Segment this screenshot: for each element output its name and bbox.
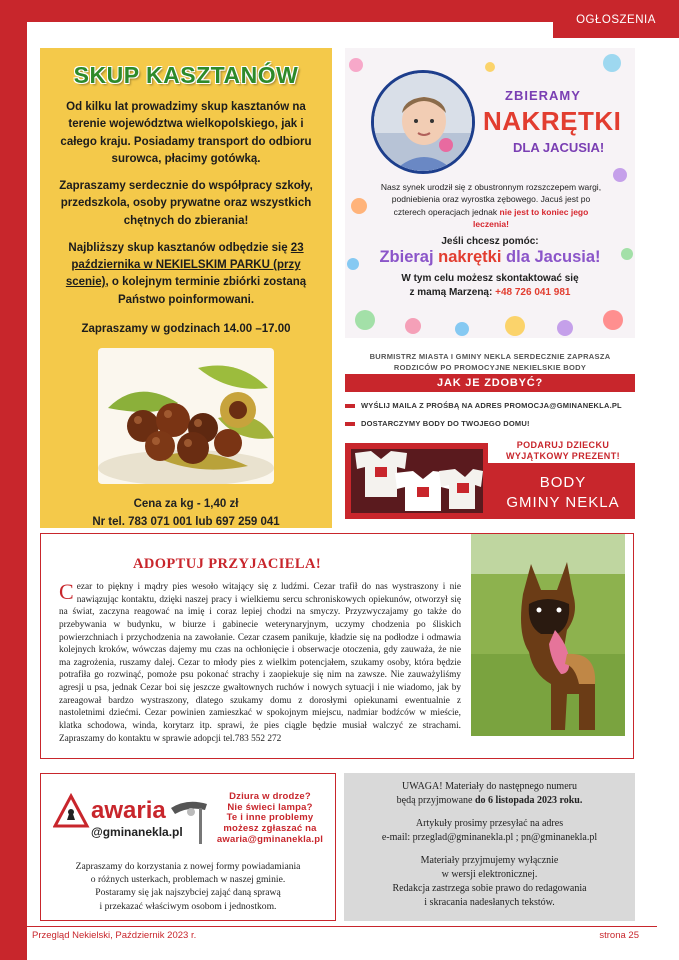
notice-emails: e-mail: przeglad@gminanekla.pl ; pn@gminanekla.pl bbox=[381, 832, 598, 843]
body-promo-step-1 bbox=[345, 401, 645, 410]
caps-help: Jeśli chcesz pomóc: bbox=[441, 236, 539, 247]
adoption-body: ezar to piękny i mądry pies wesoło witający się z ludźmi. Cezar trafił do nas wystraszony i nie nawiązując kontaktu, dzięki naszej pracy i wielkiemu sercu schroniskowych opiekunów, otworzył się na świat, zaczyna reagować na imię i coraz lepiej chodzi na smyczy. Przyzwyczajamy go także do przebywania w budynku, w biurze i gabinecie weterynaryjnym, uczymy chodzenia po śliskich powierzchniach i przychodzenia na zawołanie. Cezar czasem panikuje, kładzie się na podłodze i odmawia kolejnych kroków, wówczas dajemy mu czas na ochłonięcie i obserwacje otoczenia, gdy zauważa, że nie ma zagrożenia, ruszamy dalej. Cezar to młody pies z wielkim potencjałem, szukamy osoby, która będzie potrafiła go rozwinąć, pomoże psu pokonać strachy i zaopiekuje się nim na zawsze. Nie zauważyliśmy agresji u psa, jednak Cezar boi się jeszcze gwałtownych ruchów i nowych sytuacji i nie wiadomo, jak by zareagował bardzo wystraszony, dlatego szukamy domu z dorosłymi opiekunami ewentualnie z nastoletnimi dziećmi. Cezar powinien zamieszkać w spokojnym miejscu, nadmiar bodźców w mieście, klatka schodowa, winda, korytarz itp. sprawi, że pies ciągle będzie musiał walczyć ze strachami. Zapraszamy do kontaktu w sprawie adopcji tel.783 552 272 bbox=[59, 582, 461, 744]
body-promo-gift-1: PODARUJ DZIECKU bbox=[516, 440, 610, 450]
decor-dot bbox=[603, 310, 623, 330]
caps-contact-line-2 bbox=[345, 286, 635, 300]
decor-dot bbox=[603, 54, 621, 72]
notice-line-3: Artykuły prosimy przesyłać na adres bbox=[415, 818, 564, 829]
decor-dot bbox=[349, 58, 363, 72]
awaria-email: awaria@gminanekla.pl bbox=[216, 833, 324, 845]
notice-line-5: Materiały przyjmujemy wyłącznie bbox=[420, 855, 559, 866]
notice-deadline bbox=[344, 780, 635, 808]
body-promo-intro-1: BURMISTRZ MIASTA I GMINY NEKLA SERDECZNIE ZAPRASZA bbox=[369, 352, 611, 361]
section-label: OGŁOSZENIA bbox=[553, 0, 679, 38]
body-promo-title-1: BODY bbox=[539, 474, 587, 491]
road-alert-box bbox=[40, 773, 336, 921]
adoption-text bbox=[59, 581, 461, 745]
caps-story bbox=[375, 181, 607, 230]
step-marker bbox=[345, 404, 355, 408]
decor-dot bbox=[405, 318, 421, 334]
caps-contact-phone: +48 726 041 981 bbox=[495, 287, 571, 298]
caps-slogan-red: nakrętki bbox=[438, 248, 502, 266]
notice-line-2 bbox=[344, 794, 635, 808]
chestnut-phone: Nr tel. 783 071 001 lub 697 259 041 bbox=[92, 516, 280, 528]
caps-slogan-a: Zbieraj bbox=[379, 248, 439, 266]
body-promo-gift-2: WYJĄTKOWY PREZENT! bbox=[505, 450, 621, 461]
body-promo-step-2-text: DOSTARCZYMY BODY DO TWOJEGO DOMU! bbox=[361, 419, 530, 428]
awaria-desc-1: Zapraszamy do korzystania z nowej formy powiadamiania bbox=[75, 861, 301, 872]
awaria-logo-word: awaria bbox=[91, 797, 166, 824]
body-promo-step-1-text: WYŚLIJ MAILA Z PROŚBĄ NA ADRES PROMOCJA@GMINANEKLA.PL bbox=[361, 401, 622, 410]
adoption-title: ADOPTUJ PRZYJACIELA! bbox=[133, 556, 322, 572]
caps-line-1: ZBIERAMY bbox=[505, 88, 581, 103]
awaria-cta-2: Nie świeci lampa? bbox=[227, 801, 313, 813]
caps-slogan bbox=[345, 248, 635, 267]
drop-cap: C bbox=[59, 579, 74, 604]
caps-line-3: DLA JACUSIA! bbox=[513, 140, 605, 155]
decor-dot bbox=[355, 310, 375, 330]
dog-photo bbox=[471, 534, 625, 736]
awaria-cta bbox=[211, 792, 329, 845]
body-promo-title bbox=[495, 473, 631, 512]
decor-dot bbox=[455, 322, 469, 336]
caps-story-red: nie jest to koniec jego leczenia! bbox=[473, 206, 589, 229]
notice-contact bbox=[344, 817, 635, 845]
caps-line-2: NAKRĘTKI bbox=[483, 106, 622, 136]
chestnut-hours: Zapraszamy w godzinach 14.00 –17.00 bbox=[81, 322, 291, 335]
awaria-cta-1: Dziura w drodze? bbox=[229, 791, 311, 802]
footer-page-number: strona 25 bbox=[599, 930, 639, 941]
caps-slogan-b: dla Jacusia! bbox=[501, 248, 601, 266]
body-promo-intro bbox=[345, 352, 635, 374]
decor-dot bbox=[613, 168, 627, 182]
notice-line-8: i skracania nadesłanych tekstów. bbox=[424, 897, 555, 908]
notice-line-1: UWAGA! Materiały do następnego numeru bbox=[402, 781, 577, 792]
caps-contact-line: W tym celu możesz skontaktować się bbox=[401, 273, 579, 284]
caps-story-text: Nasz synek urodził się z obustronnym rozszczepem wargi, podniebienia oraz wyrostka zębowego. Jacuś jest po czterech operacjach jednak bbox=[380, 182, 602, 217]
body-promo-bar: JAK JE ZDOBYĆ? bbox=[345, 374, 635, 392]
body-promo-gift bbox=[488, 439, 638, 463]
step-marker bbox=[345, 422, 355, 426]
caps-contact-name: z mamą Marzeną: bbox=[409, 287, 496, 298]
chestnut-photo bbox=[98, 348, 274, 484]
child-photo bbox=[371, 70, 475, 174]
footer-divider bbox=[27, 926, 657, 927]
awaria-desc-2: o różnych usterkach, problemach w naszej gminie. bbox=[90, 874, 286, 886]
chestnut-ad bbox=[40, 48, 332, 528]
notice-line-7: Redakcja zastrzega sobie prawo do redagowania bbox=[392, 883, 587, 894]
chestnut-para-3 bbox=[54, 240, 318, 309]
chestnut-title: SKUP KASZTANÓW bbox=[73, 62, 299, 88]
awaria-cta-4: możesz zgłaszać na bbox=[223, 822, 317, 834]
notice-line-6: w wersji elektronicznej. bbox=[441, 869, 538, 880]
awaria-desc bbox=[41, 860, 335, 913]
awaria-logo-site: @gminanekla.pl bbox=[91, 825, 183, 839]
caps-contact bbox=[345, 272, 635, 300]
chestnut-date-place: 23 października w NEKIELSKIM PARKU (przy scenie) bbox=[65, 241, 304, 289]
adoption-box bbox=[40, 533, 634, 759]
awaria-desc-3: Postaramy się jak najszybciej zająć daną sprawą bbox=[95, 887, 281, 899]
chestnut-para-3-a: Najbliższy skup kasztanów odbędzie się bbox=[68, 241, 291, 254]
decor-dot bbox=[351, 198, 367, 214]
body-promo-intro-2: RODZICÓW PO PROMOCYJNE NEKIELSKIE BODY bbox=[393, 362, 587, 372]
footer-publication: Przegląd Nekielski, Październik 2023 r. bbox=[32, 930, 197, 941]
chestnut-para-1: Od kilku lat prowadzimy skup kasztanów na terenie województwa wielkopolskiego, jak i całego kraju. Posiadamy transport do odbioru surowca, płacimy gotówką. bbox=[60, 101, 312, 165]
notice-line-2-a: będą przyjmowane bbox=[396, 795, 475, 806]
body-promo-title-2: GMINY NEKLA bbox=[506, 493, 620, 511]
chestnut-para-3-b: , o kolejnym terminie zbiórki zostaną Państwo poinformowani. bbox=[105, 276, 307, 306]
awaria-logo bbox=[53, 790, 213, 848]
left-red-band bbox=[0, 0, 27, 960]
decor-dot bbox=[505, 316, 525, 336]
decor-dot bbox=[557, 320, 573, 336]
body-promo-step-2 bbox=[345, 419, 645, 428]
awaria-desc-4: i przekazać właściwym osobom i jednostkom. bbox=[99, 900, 277, 912]
decor-dot bbox=[485, 62, 495, 72]
editorial-notice bbox=[344, 773, 635, 921]
notice-deadline-date: do 6 listopada 2023 roku. bbox=[474, 795, 583, 806]
chestnut-para-2: Zapraszamy serdecznie do współpracy szkoły, przedszkola, osoby prywatne oraz wszystkich chętnych do zbierania! bbox=[59, 180, 313, 227]
chestnut-price: Cena za kg - 1,40 zł bbox=[133, 498, 239, 510]
onesies-photo bbox=[351, 449, 483, 513]
notice-rules bbox=[344, 854, 635, 910]
awaria-cta-3: Te i inne problemy bbox=[226, 812, 314, 824]
caps-ad bbox=[345, 48, 635, 338]
